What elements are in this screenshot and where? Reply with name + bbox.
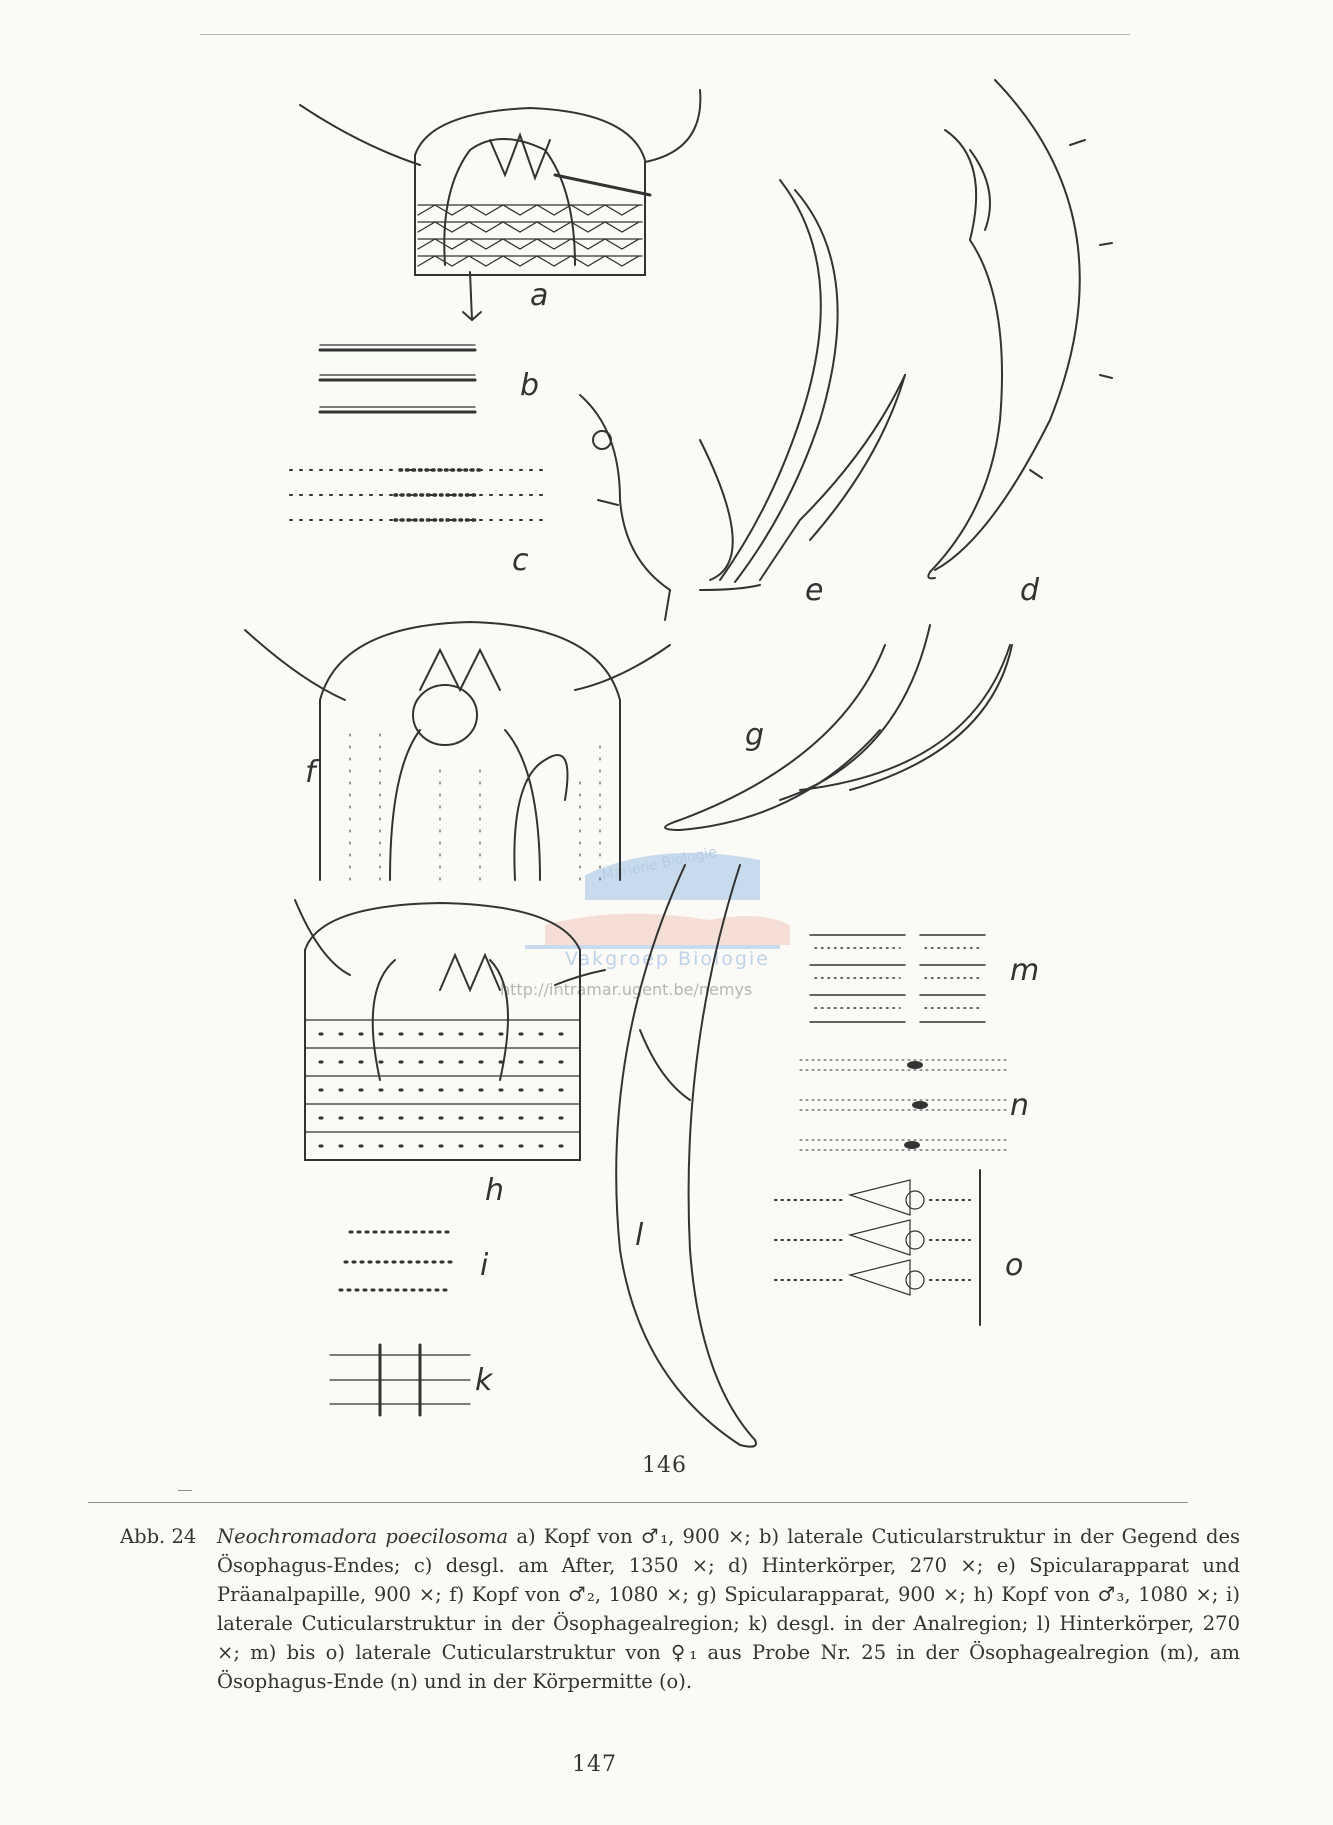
figure-i-cuticle [340,1232,455,1290]
figure-o-cuticle [775,1170,980,1325]
watermark-group-text: Vakgroep Biologie [565,948,770,970]
figure-e-spicules [580,180,905,620]
label-i: i [480,1248,489,1283]
label-m: m [1010,953,1040,988]
label-g: g [745,718,765,753]
figure-m-cuticle [810,935,985,1022]
caption-species: Neochromadora poecilosoma [217,1525,509,1548]
watermark-arc-text: Mariene Biologie [600,844,719,885]
label-o: o [1005,1248,1024,1283]
label-k: k [475,1363,493,1398]
caption-rule-short [178,1490,192,1491]
label-n: n [1010,1088,1030,1123]
caption-rule [88,1502,1188,1503]
page-number-bottom: 147 [572,1752,617,1777]
figure-b-cuticle [320,345,475,412]
caption-text: a) Kopf von ♂₁, 900 ×; b) laterale Cuticularstruktur in der Gegend des Ösophagus-Endes; c) desgl. am After, 1350 ×; d) Hinterkörper, 270 ×; e) Spicularapparat und Präanalpapille, 900 ×; f) Kopf von ♂₂, 1080 ×; g) Spicularapparat, 900 ×; h) Kopf von ♂₃, 1080 ×; i) laterale Cuticularstruktur in der Ösophagealregion; k) desgl. in der Analregion; l) Hinterkörper, 270 ×; m) bis o) laterale Cuticularstruktur von ♀₁ aus Probe Nr. 25 in der Ösophagealregion (m), am Ösophagus-Ende (n) und in der Körpermitte (o). [217,1525,1240,1693]
label-c: c [512,543,529,578]
figure-g-spicules [665,625,1012,830]
label-b: b [520,368,540,403]
watermark-url: http://intramar.ugent.be/nemys [500,980,753,999]
label-h: h [485,1173,505,1208]
caption-body [217,1522,1240,1696]
label-l: l [635,1218,644,1253]
figure-n-cuticle [800,1060,1010,1150]
figure-d-hindbody [928,80,1112,578]
label-d: d [1020,573,1040,608]
figure-caption [120,1522,1240,1696]
caption-tag: Abb. 24 [120,1525,197,1548]
label-a: a [530,278,549,313]
figure-f-head [245,622,670,880]
watermark [500,844,790,999]
page-number-top: 146 [642,1453,687,1478]
label-f: f [305,755,316,790]
figure-k-cuticle [330,1345,470,1415]
figure-a-head [300,90,700,320]
label-e: e [805,573,824,608]
